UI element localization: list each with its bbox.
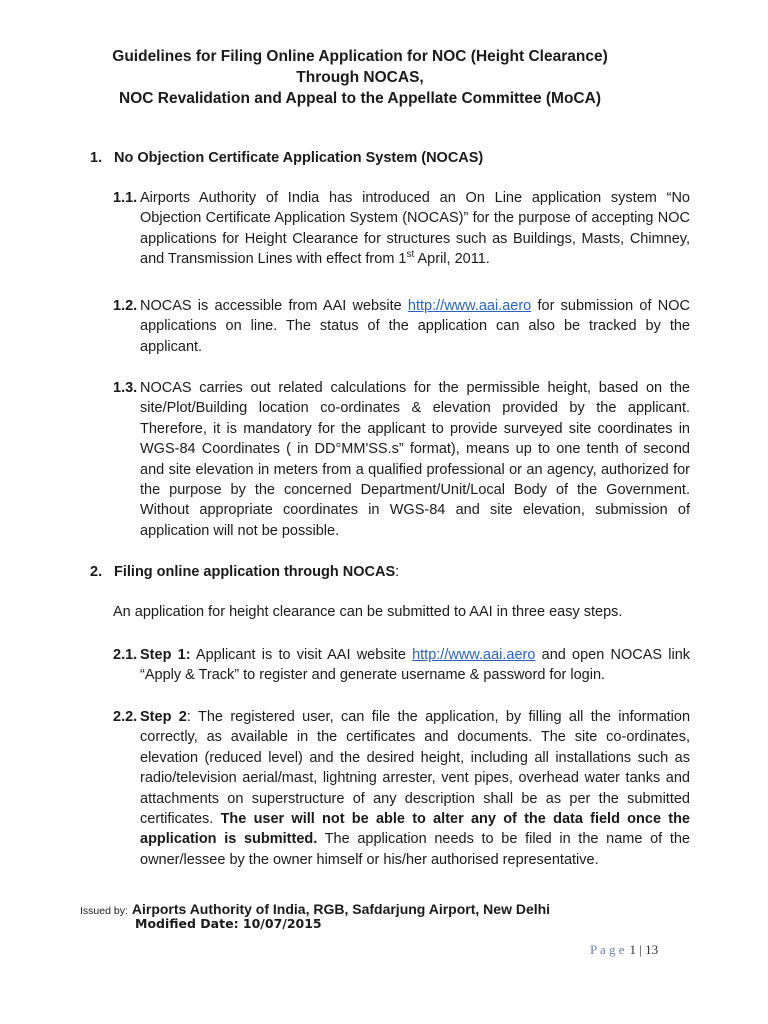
- paragraph-1-3: [113, 378, 690, 541]
- aai-website-link-step-1[interactable]: http://www.aai.aero: [412, 647, 536, 663]
- paragraph-2-2-text-a: : The registered user, can file the application, by filling all the information correctly, as available in the certificates and documents. The site co-ordinates, elevation (reduced level) and the desired height, including all installations such as radio/television aerial/mast, lightning arrester, vent pipes, overhead water tanks and attachments on superstructure of any description shall be as per the submitted certificates.: [140, 709, 691, 828]
- modified-date: Modified Date: 10/07/2015: [135, 916, 322, 931]
- step-1-label: Step 1:: [140, 647, 191, 663]
- section-2-heading: [90, 564, 399, 580]
- paragraph-1-2-text-b: for submission of NOC applications on line. The status of the application can also be tracked by the applicant.: [140, 298, 690, 355]
- section-2-number: 2.: [90, 564, 103, 580]
- paragraph-2-2-bold-notice: The user will not be able to alter any of the data field once the application is submitted.: [140, 811, 690, 848]
- paragraph-2-1-text-b: and open NOCAS link “Apply & Track” to register and generate username & password for login.: [140, 647, 691, 684]
- paragraph-2-2-number: 2.2.: [113, 709, 138, 725]
- section-2-heading-text: Filing online application through NOCAS: [114, 564, 396, 580]
- issued-by-label: Issued by:: [80, 905, 128, 917]
- title-line-3: NOC Revalidation and Appeal to the Appellate Committee (MoCA): [119, 90, 601, 107]
- page-number: [590, 942, 658, 958]
- paragraph-1-1-number: 1.1.: [113, 190, 138, 206]
- paragraph-1-3-text: NOCAS carries out related calculations for the permissible height, based on the site/Plot/Building location co-ordinates & elevation provided by the applicant. Therefore, it is mandatory for the applicant to provide surveyed site coordinates in WGS-84 Coordinates ( in DD°MM'SS.s” format), means up to one tenth of second and site elevation in meters from a qualified professional or an agency, authorized for the purpose by the concerned Department/Unit/Local Body of the Government. Without appropriate coordinates in WGS-84 and site elevation, submission of application will not be possible.: [140, 380, 690, 539]
- document-title: [60, 46, 660, 109]
- paragraph-1-1-text-a: Airports Authority of India has introduced an On Line application system “No Objection Certificate Application System (NOCAS)” for the purpose of accepting NOC applications for Height Clearance for structures such as Buildings, Masts, Chimney, and Transmission Lines with effect from 1: [140, 190, 690, 268]
- title-line-2: Through NOCAS,: [296, 69, 424, 86]
- paragraph-2-1-number: 2.1.: [113, 647, 138, 663]
- paragraph-1-3-number: 1.3.: [113, 380, 138, 396]
- footer-issued-by: [80, 901, 550, 917]
- step-2-label: Step 2: [140, 709, 187, 725]
- title-line-1: Guidelines for Filing Online Application for NOC (Height Clearance): [112, 48, 608, 65]
- section-2-intro: An application for height clearance can be submitted to AAI in three easy steps.: [113, 604, 623, 620]
- section-2-heading-colon: :: [395, 564, 400, 580]
- paragraph-2-2: [113, 707, 691, 870]
- page-count: 1 | 13: [629, 942, 659, 957]
- section-1-heading: [90, 150, 483, 166]
- section-1-heading-text: No Objection Certificate Application System (NOCAS): [114, 150, 484, 166]
- paragraph-1-2-number: 1.2.: [113, 298, 138, 314]
- paragraph-1-1: [113, 188, 690, 270]
- paragraph-2-2-text-b: The application needs to be filed in the name of the owner/lessee by the owner himself or his/her authorised representative.: [140, 831, 690, 868]
- paragraph-1-2-text-a: NOCAS is accessible from AAI website: [140, 298, 408, 314]
- paragraph-1-1-text-b: April, 2011.: [414, 251, 490, 268]
- issuer-name: Airports Authority of India, RGB, Safdarjung Airport, New Delhi: [131, 901, 551, 917]
- paragraph-1-2: [113, 296, 690, 357]
- paragraph-2-1: [113, 645, 691, 686]
- page-label: P a g e: [590, 942, 625, 957]
- section-1-number: 1.: [90, 150, 103, 166]
- aai-website-link[interactable]: http://www.aai.aero: [407, 298, 532, 314]
- paragraph-2-1-text-a: Applicant is to visit AAI website: [190, 647, 413, 663]
- paragraph-1-1-sup: st: [406, 249, 415, 261]
